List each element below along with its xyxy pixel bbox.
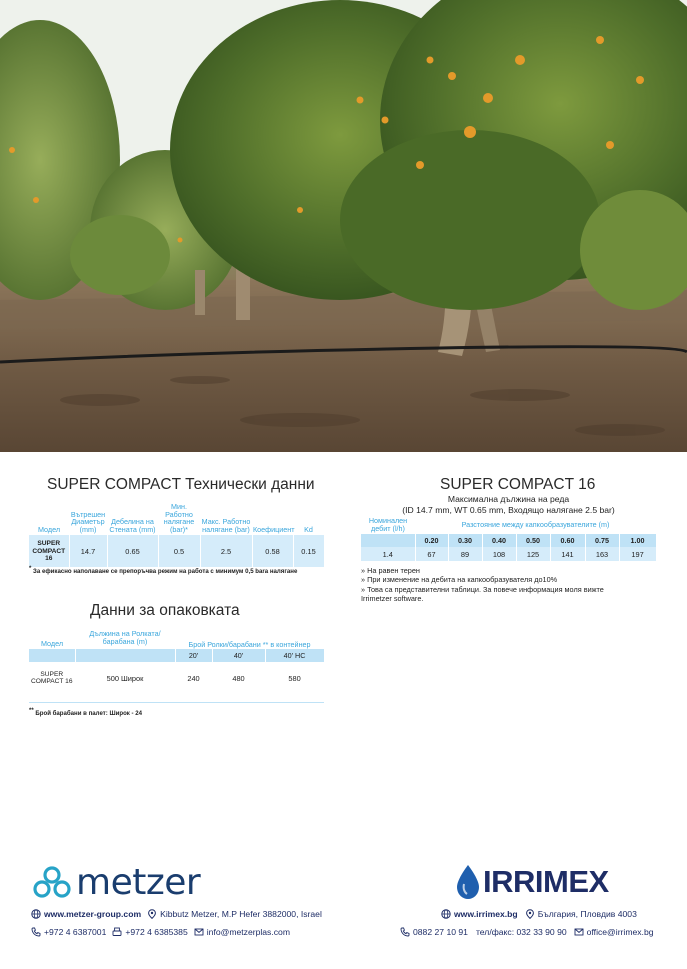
tech-value: 0.15 [293, 535, 324, 567]
location-pin-icon [147, 909, 157, 919]
metzer-phone[interactable]: +972 4 6387001 [44, 927, 107, 937]
sc16-flow: 1.4 [361, 547, 415, 561]
sc16-note: » На равен терен [361, 566, 420, 575]
metzer-email[interactable]: info@metzerplas.com [206, 927, 290, 937]
orchard-photo-icon [0, 0, 687, 452]
pack-container: 40' HC [265, 649, 324, 662]
pack-header-length: Дължина на Ролката/барабана (m) [89, 629, 161, 646]
globe-icon [441, 909, 451, 919]
irrimex-fax: тел/факс: 032 33 90 90 [475, 927, 567, 937]
sc16-subtitle-1: Максимална дължина на реда [447, 494, 570, 504]
tech-value: 0.5 [158, 535, 200, 567]
table-row [361, 547, 656, 561]
sc16-note: » Това са представителни таблици. За повече информация моля вижте [361, 584, 604, 594]
metzer-wordmark: metzer [76, 862, 201, 903]
sc16-header-spacing: Разстояние между капкообразувателите (m) [461, 519, 610, 529]
globe-icon [31, 909, 41, 919]
metzer-contact-line-1 [31, 909, 322, 919]
water-drop-icon [455, 864, 481, 900]
pack-value: 240 [175, 662, 212, 694]
pack-value: 580 [265, 662, 324, 694]
tech-value: 0.58 [252, 535, 293, 567]
phone-icon [31, 927, 41, 937]
tech-value: 0.65 [107, 535, 158, 567]
pack-table-rule [29, 702, 324, 703]
tech-header-diameter: Вътрешен Диаметър (mm) [70, 509, 106, 534]
pack-header-model: Модел [40, 638, 64, 648]
pack-length: 500 Широк [75, 662, 175, 694]
pack-footnote [29, 708, 142, 717]
sc16-note: » При изменение на дебита на капкообразувателя до10% [361, 575, 558, 585]
table-row [29, 662, 324, 694]
tech-header-min-pressure: Мин. Работно налягане (bar)* [163, 502, 195, 534]
tech-header-coefficient: Коефициент [253, 524, 295, 534]
irrimex-email[interactable]: office@irrimex.bg [586, 927, 654, 937]
irrimex-address: България, Пловдив 4003 [537, 909, 637, 919]
sc16-spacing: 0.30 [448, 534, 482, 547]
pack-value: 480 [212, 662, 265, 694]
tech-footnote-mark: * [29, 566, 32, 572]
irrimex-web-link[interactable]: www.irrimex.bg [454, 909, 518, 919]
sc16-spacing: 0.20 [415, 534, 448, 547]
tech-value: 14.7 [69, 535, 107, 567]
tech-header-kd: Kd [304, 524, 313, 534]
tech-title: SUPER COMPACT Технически данни [47, 476, 315, 493]
tech-header-model: Модел [37, 524, 61, 534]
irrimex-logo [455, 864, 609, 900]
location-pin-icon [525, 909, 535, 919]
fax-icon [112, 927, 122, 937]
sc16-note: Irrimetzer software. [361, 594, 424, 604]
irrimex-contact-line-2 [400, 927, 654, 937]
metzer-contact-line-2 [31, 927, 290, 937]
pack-container: 40' [212, 649, 265, 662]
sc16-value: 141 [550, 547, 585, 561]
sc16-spacing: 0.75 [585, 534, 619, 547]
sc16-spacing: 1.00 [619, 534, 656, 547]
sc16-table [361, 517, 657, 561]
pack-header-count: Брой Ролки/барабани ** в контейнер [188, 639, 311, 649]
pack-container: 20' [175, 649, 212, 662]
sc16-header-flow: Номинален дебит (l/h) [368, 516, 408, 533]
pack-band [29, 649, 324, 662]
sc16-spacing: 0.50 [516, 534, 550, 547]
sc16-value: 125 [516, 547, 550, 561]
tech-table [29, 503, 325, 567]
sc16-subtitle-2: (ID 14.7 mm, WT 0.65 mm, Входящо налягане 2.5 bar) [402, 505, 615, 515]
irrimex-phone[interactable]: 0882 27 10 91 [413, 927, 468, 937]
tech-header-wall: Дебелина на Стената (mm) [109, 517, 156, 534]
email-icon [574, 927, 584, 937]
metzer-address: Kibbutz Metzer, M.P Hefer 3882000, Israel [160, 909, 322, 919]
tech-footnote-text: За ефикасно наполаване се препоръчва режим на работа с минимум 0,5 bara налягане [33, 568, 298, 576]
metzer-web-link[interactable]: www.metzer-group.com [44, 909, 142, 919]
metzer-fax: +972 4 6385385 [125, 927, 188, 937]
metzer-logo [32, 862, 200, 903]
orchard-photo [0, 0, 687, 452]
phone-icon [400, 927, 410, 937]
sc16-band [361, 534, 656, 547]
tech-header-max-pressure: Макс. Работно налягане (bar) [201, 517, 251, 534]
pack-footnote-text: Брой барабани в палет: Широк - 24 [35, 710, 143, 718]
sc16-value: 197 [619, 547, 656, 561]
sc16-value: 108 [482, 547, 516, 561]
irrimex-contact-line-1 [441, 909, 637, 919]
pack-title: Данни за опаковката [90, 602, 240, 619]
sc16-value: 89 [448, 547, 482, 561]
tech-value: 2.5 [200, 535, 252, 567]
sc16-spacing: 0.40 [482, 534, 516, 547]
pack-model: SUPER COMPACT 16 [29, 662, 75, 694]
metzer-logo-icon [32, 865, 72, 901]
sc16-notes [361, 566, 604, 604]
email-icon [194, 927, 204, 937]
irrimex-wordmark: IRRIMEX [483, 864, 609, 899]
pack-footnote-mark: ** [29, 708, 34, 714]
tech-model: SUPER COMPACT 16 [29, 535, 69, 567]
sc16-value: 163 [585, 547, 619, 561]
sc16-value: 67 [415, 547, 448, 561]
table-row [29, 535, 324, 567]
pack-table [29, 630, 325, 694]
tech-footnote [29, 566, 297, 575]
sc16-spacing: 0.60 [550, 534, 585, 547]
sc16-title: SUPER COMPACT 16 [440, 476, 596, 493]
